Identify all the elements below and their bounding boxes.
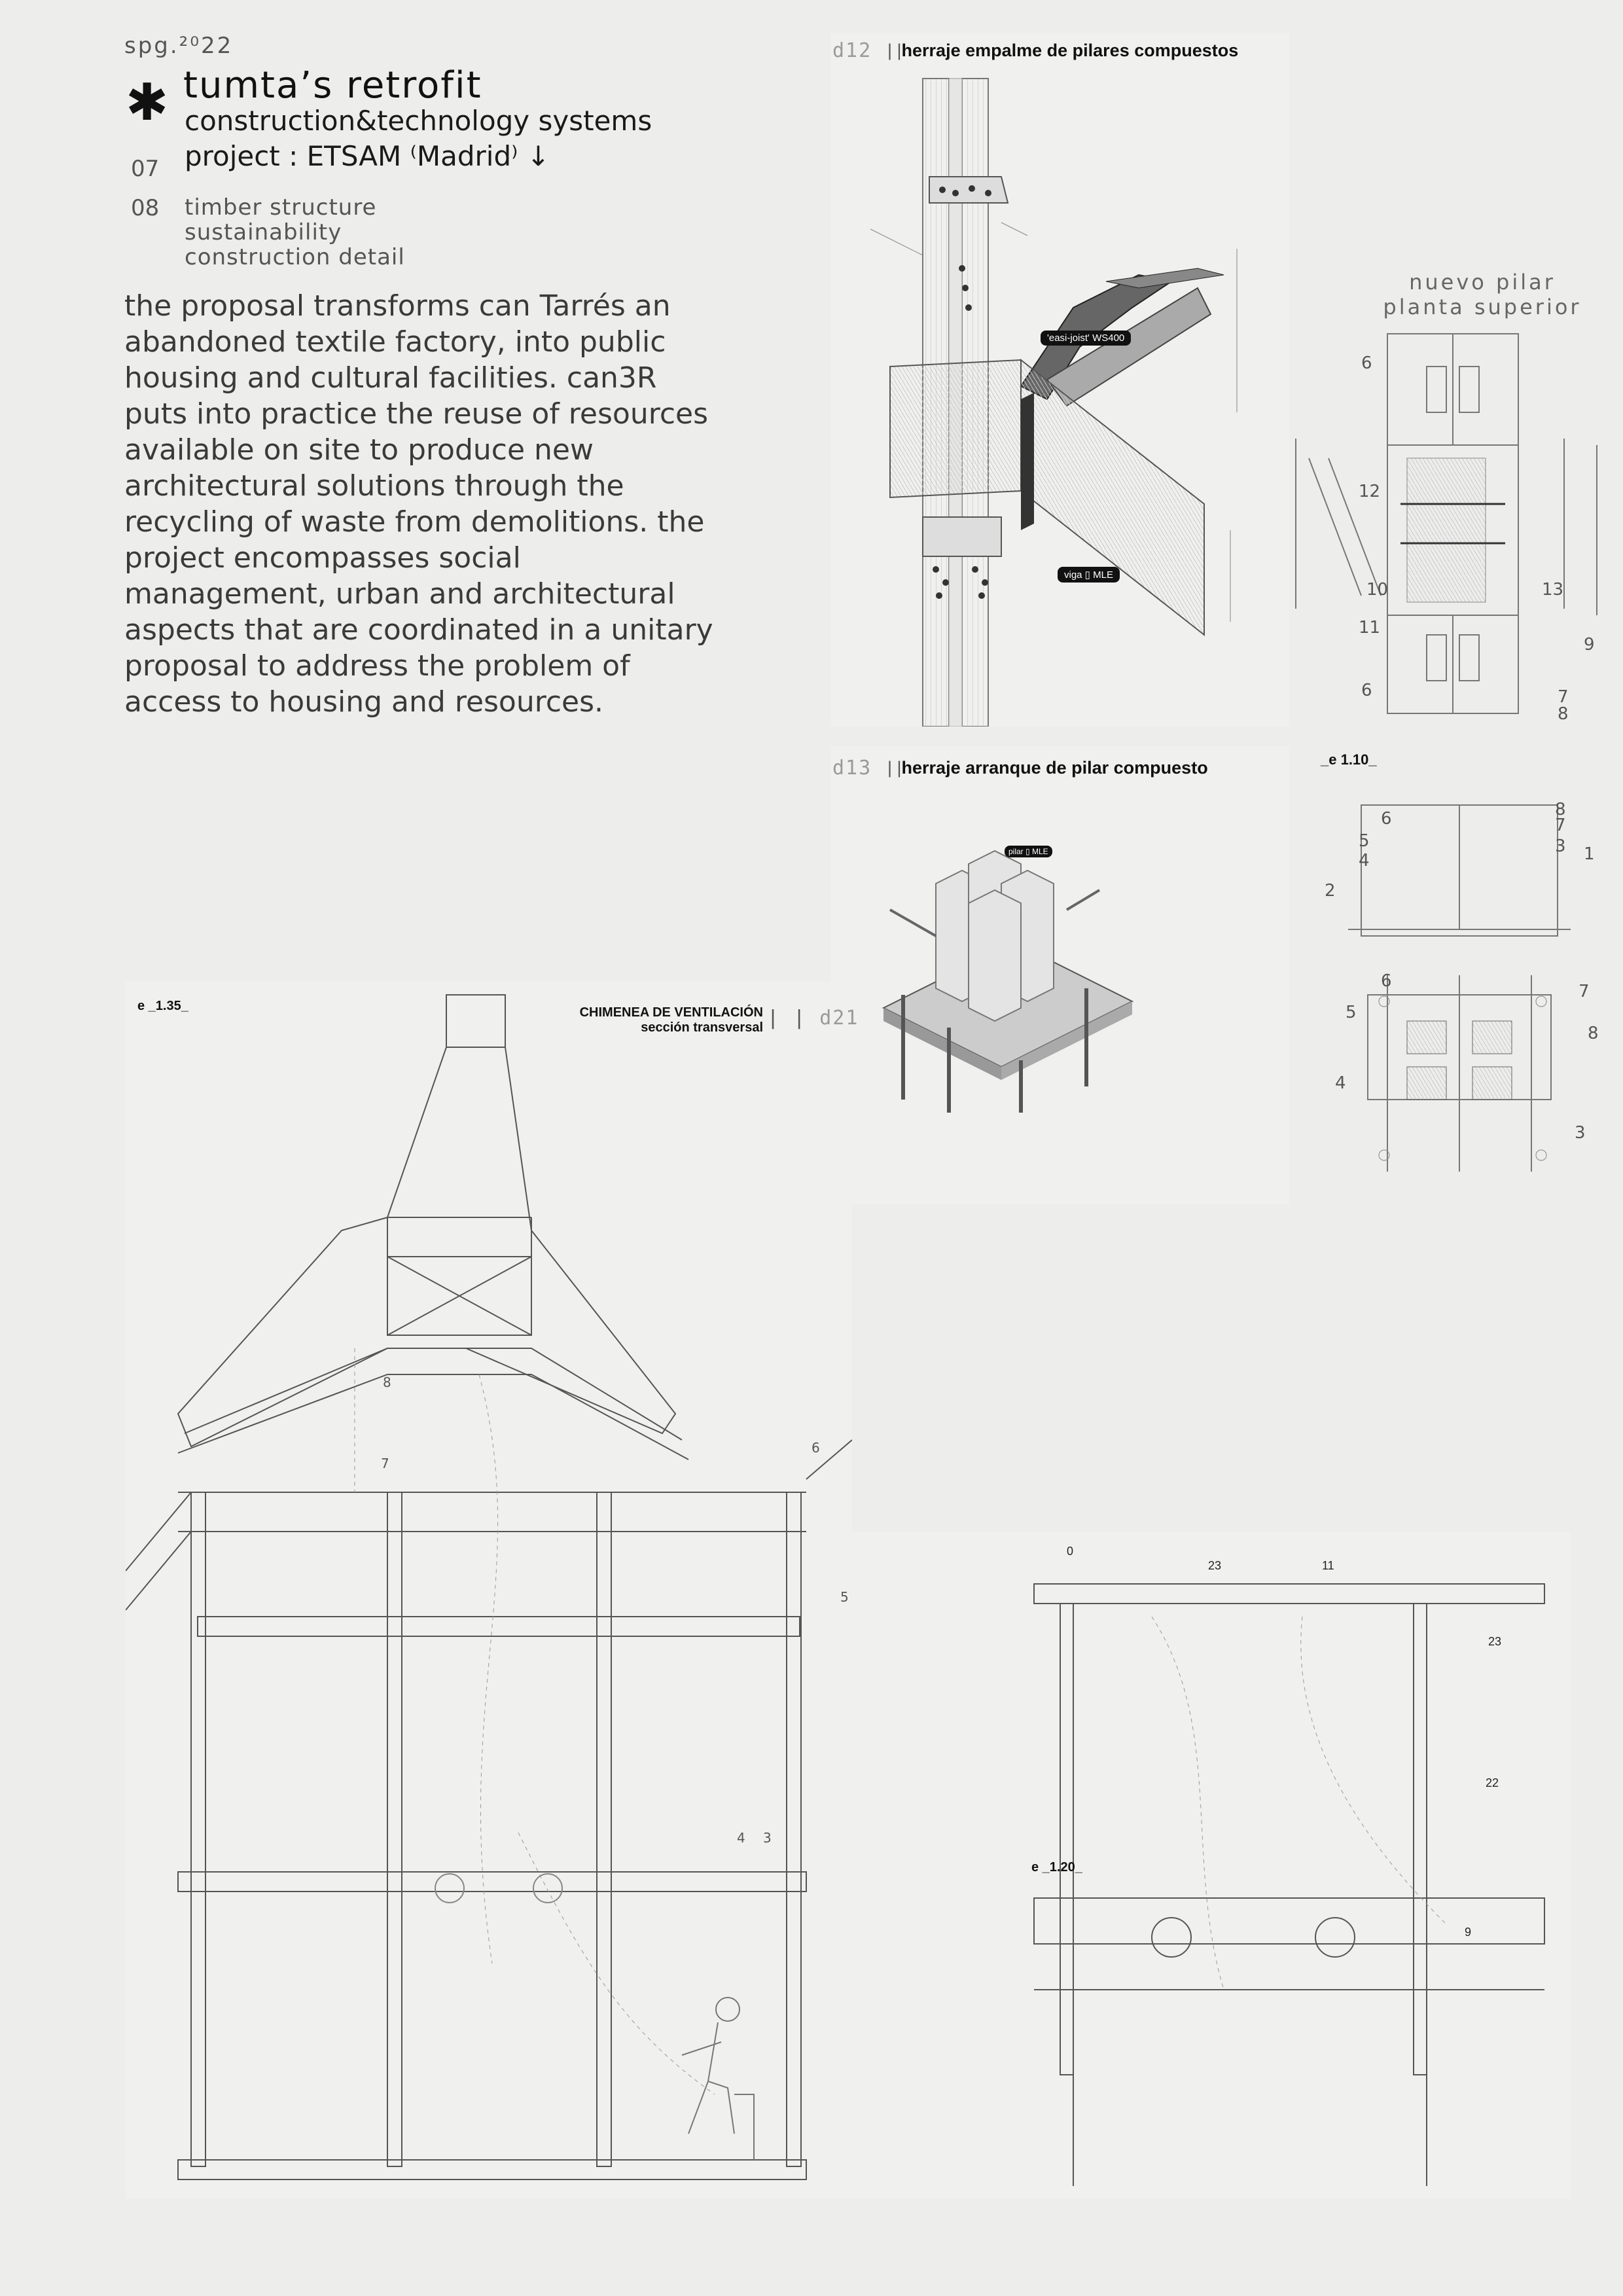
topic-item: sustainability (185, 219, 342, 245)
callout: 5 (1359, 831, 1370, 851)
detail-label-d12: | |herraje empalme de pilares compuestos (887, 41, 1239, 60)
page-title: tumta’s retrofit (183, 64, 482, 107)
detail-right-drawing (1027, 1532, 1551, 2199)
callout: 4 (737, 1830, 745, 1846)
callout: 8 (383, 1374, 391, 1390)
callout: 8 (1558, 704, 1569, 724)
callout: 0 (1067, 1545, 1074, 1558)
callout: 3 (763, 1830, 772, 1846)
tag-pilar-mle: pilar ▯ MLE (1005, 846, 1052, 857)
section-scale: e _1.35_ (137, 999, 188, 1013)
callout: 8 (1588, 1024, 1599, 1043)
section-drawing (126, 982, 852, 2199)
detail-label-d13: | |herraje arranque de pilar compuesto (887, 758, 1208, 778)
section-title: CHIMENEA DE VENTILACIÓN (579, 1005, 763, 1020)
callout: 5 (840, 1589, 849, 1605)
callout: 3 (1555, 836, 1566, 856)
section-tag: | | d21 (767, 1007, 859, 1030)
plan-top-drawing (1289, 327, 1623, 720)
callout: 11 (1359, 618, 1381, 637)
plan-bottom-scale: _e 1.10_ (1321, 751, 1377, 768)
callout: 22 (1486, 1776, 1499, 1789)
tag-easi-joist: 'easi-joist' WS400 (1041, 331, 1131, 346)
callout: 6 (1381, 971, 1392, 991)
callout: 4 (1359, 851, 1370, 870)
detail-right-scale: e _1.20_ (1031, 1860, 1082, 1874)
callout: 2 (1325, 881, 1336, 901)
callout: 6 (1361, 681, 1372, 700)
detail-d12-drawing (831, 72, 1289, 726)
project-line: project : ETSAM ⁽Madrid⁾ ↓ (185, 140, 550, 172)
issue-label: spg.²⁰22 (124, 33, 234, 59)
tag-viga-mle: viga ▯ MLE (1058, 567, 1120, 583)
topic-item: timber structure (185, 194, 377, 221)
detail-tag-d12: d12 (832, 39, 872, 62)
section-subtitle: sección transversal (641, 1020, 763, 1035)
callout: 4 (1335, 1073, 1346, 1093)
callout: 10 (1366, 580, 1389, 600)
callout: 8 (1555, 800, 1566, 819)
page-number-08: 08 (131, 195, 160, 221)
callout: 23 (1488, 1635, 1502, 1648)
callout: 3 (1575, 1123, 1586, 1143)
callout: 23 (1208, 1559, 1222, 1572)
callout: 6 (812, 1440, 820, 1456)
asterisk-icon: ✱ (126, 73, 169, 132)
detail-tag-d13: d13 (832, 757, 872, 780)
topic-list (185, 195, 405, 270)
plan-top-title: nuevo pilar planta superior (1383, 270, 1582, 319)
callout: 9 (1584, 635, 1595, 655)
callout: 5 (1346, 1003, 1357, 1022)
callout: 7 (381, 1456, 389, 1471)
callout: 6 (1381, 809, 1392, 829)
topic-item: construction detail (185, 244, 405, 270)
callout: 7 (1555, 816, 1566, 835)
page-subtitle: construction&technology systems (185, 105, 652, 137)
callout: 9 (1465, 1926, 1472, 1939)
body-text: the proposal transforms can Tarrés an abandoned textile factory, into public housing and cultural facilities. can3R puts into practice the reuse of resources available on site to produce new architectural solutions through the recycling of waste from demolitions. the project encompasses social management, urban and architectural aspects that are coordinated in a unitary proposal to address the problem of access to housing and resources. (124, 289, 713, 719)
callout: 11 (1322, 1559, 1334, 1572)
callout: 12 (1359, 482, 1381, 501)
callout: 7 (1578, 982, 1590, 1001)
callout: 1 (1584, 844, 1595, 864)
page-number-07: 07 (131, 156, 160, 182)
callout: 7 (1558, 687, 1569, 707)
callout: 6 (1361, 353, 1372, 373)
callout: 13 (1542, 580, 1564, 600)
